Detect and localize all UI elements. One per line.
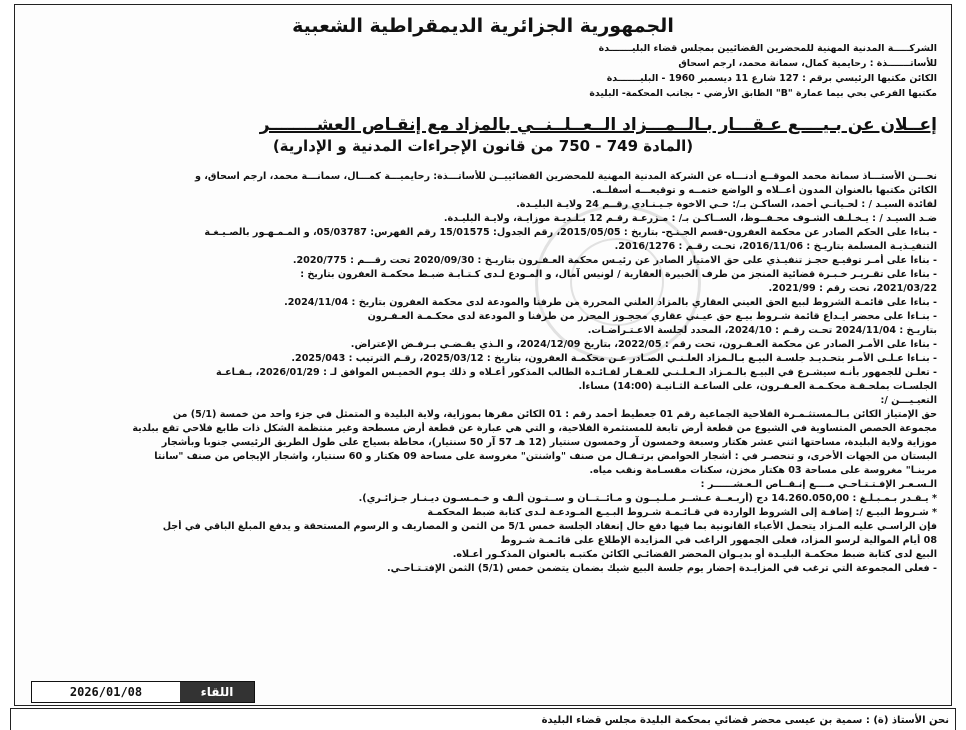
body-line: البيع لدى كتابة ضبط محكمـة البليـدة أو بديـوان المحضر القضائـي الكائن مكتبـه بالعنوان المذكـور أعـلاه. [452, 549, 937, 560]
publication-footer [31, 681, 255, 703]
legal-notice [14, 4, 952, 706]
body-line: - بناءا على الحكم الصادر عن محكمة العفرون-قسم الجـنـح- بتاريخ : 2015/05/05، رقم الجدول: 15/01575 رقم الفهرس: 05/03787، و المـمـهـور بالصـيـغـة [204, 227, 937, 238]
body-line: نحـــن الأستـــاذ سمانة محمد الموقــع أدنـــاه عن الشركة المدنية المهنية للمحضرين القضائييــن للأساتـــذة: رحايميـــة كمـــال، سمانـــة محمد، ارجم اسحاق، و [194, 171, 937, 182]
publication-date: 2026/01/08 [69, 685, 143, 699]
next-notice-line: نحن الأستاذ (ة) : سمية بن عيسى محضر قضائي بمحكمة البليدة مجلس قضاء البليدة [541, 715, 949, 726]
main-office-address: الكائن مكتبها الرئيسي برقم : 127 شارع 11 ديسمبر 1960 - البليـــــــدة [606, 73, 937, 84]
body-line: - تعلـن للجمهور بأنـه سيشـرع في البيـع بالـمـزاد الـعـلـنـي للعـقـار لفـائـدة الطالب المذكور أعـلاه و ذلك يـوم الخميـس الموافق لـ : 2026/01/29، بـقـاعـة [216, 367, 937, 378]
body-line: فإن الراسـي عليه المـزاد يتحمل الأعباء القانونية بما فيها دفع حال إنعقاد الجلسة خمس 5/1 من الثمن و المصاريف و الرسوم المستحقة و يدفع المبلغ الباقي في أجل [162, 521, 937, 532]
company-header [317, 41, 937, 101]
body-line: - بنـاءا على محضر ايـداع قائمة شـروط بيـع حق عيـني عقاري محجـوز المحرر من طرفنا و المودعة لدى محكـمـة العـفـرون [367, 311, 937, 322]
body-line: مرينـا" مغروسة على مساحة 03 هكتار مخزن، سكنات مقسـامة ونقب مياه. [589, 465, 937, 476]
body-line: مجموعة الحصص المتساوية في الشيوع من قطعة أرض تابعة للمستثمرة الفلاحية، و التي هي عبارة عن قطعة أرض مسطحة وغير منتظمة الشكل ذات طابع فلاحي تقع ببلدية [132, 423, 937, 434]
body-line: ضـد السيـد / : يـخـلـف الشـوف محـفــوظ، الســاكـن بـ/ : مـزرعـة رقـم 12 بـلـديـة موزايـة، ولايـة البليـدة. [443, 213, 937, 224]
body-line: بتاريـخ : 2024/11/04 تحـت رقـم : 2024/10، المحدد لجلسة الاعـتـراضـات. [587, 325, 937, 336]
body-line: - بناءا على قائمـة الشروط لبيع الحق العيني العقاري بالمزاد العلني المحررة من طرفنا والمودعة لدى محكمة العفرون بتاريخ : 2024/11/04. [284, 297, 937, 308]
body-line: موزاية ولاية البليدة، مساحتها اثني عشر هكتار وسبعة وخمسون آر وخمسون سنتيار (12 هـ 57 آر 50 سنتيار)، محاطة بسياج على طول الطريق الرئيسي جنوبا وبأشجار [161, 437, 937, 448]
legal-article-reference: (المادة 749 - 750 من قانون الإجراءات المدنية و الإدارية) [272, 137, 694, 155]
announcement-title: إعــلان عن بـيــــع عـقـــار بـالــمـــزاد الــعــلــنــي بالمزاد مع إنقـاص العشــــــــر [259, 115, 937, 135]
body-line: لفائدة السيـد / : لحـيانـي أحمد، الساكـن بـ/: حـي الاخوة جـيـنـادي رقــم 24 ولايـة البليـدة. [516, 199, 937, 210]
body-line: الجلسـات بملحـقـة محكـمـة العـفـرون، على الساعـة الثـانيـة (14:00) مساءا. [578, 381, 937, 392]
body-line: - بناءا على تقـريـر خـبـرة قضائية المنجز من طرف الخبيرة العقارية / لونيس آمال، و المـودع لـدى كـتـابـة ضبـط محكمـة العفرون بتاريخ : [300, 269, 937, 280]
newspaper-label: اللقاء [180, 682, 254, 702]
body-line: 2021/03/22، تحت رقم : 2021/99. [768, 283, 937, 294]
body-line: - بناءا على أمـر توقيـع حجـز تنفيـذي على حق الامتياز الصادر عن رئيـس محكمة العـفـرون بتاريـخ : 2020/09/30 تحت رقـــم : 2020/775. [292, 255, 937, 266]
body-line: الكائن مكتبها بالعنوان المدون أعــلاه و الواضع ختمــه و توقيعـــه أسفلــه. [591, 185, 937, 196]
body-line: حق الإمتياز الكائن بـالـمستثـمـرة الفلاحية الجماعية رقم 01 جعطيط أحمد رقم : 01 الكائن مقرها بموزاية، ولاية البليدة و المتمثل في جزء واحد من خمسة (5/1) من [172, 409, 937, 420]
body-line: * يـقـدر بـمـبـلـغ : 14.260.050,00 دج (أربـعــة عـشــر مـلـيــون و مـائــتــان و ســتـون ألـف و خـمـسـون ديـنـار جـزائـري). [358, 493, 937, 504]
body-line: - فعلى المجموعة التي ترغب في المزايـدة إحضار يوم جلسة البيع شيك بضمان يتضمن خمس (5/1) الثمن الإفتـتـاحـي. [387, 563, 937, 574]
company-name: الشركـــــة المدنية المهنية للمحضرين القضائيين بمجلس قضاء البليـــــــدة [598, 43, 937, 54]
notice-body [27, 170, 937, 576]
body-line: * شـروط البيـع /: إضافـة إلى الشروط الواردة في قـائـمـة شـروط البـيـع المـودعـة لـدى كتابة ضبط المحكمـة [427, 507, 937, 518]
body-line: - بنـاءا عـلـى الأمـر بتحـديـد جلسـة البيـع بـالـمزاد العلـنـي الصـادر عـن محكمـة العفرون، بتاريخ : 2025/03/12، رقـم الترتيب : 2025/043. [291, 353, 937, 364]
body-line: 08 أيام الموالية لرسو المزاد، فعلى الجمهور الراغب في المزايدة الإطلاع على قائـمـة شـروط [500, 535, 937, 546]
body-line: الـسـعـر الإفـتـتـاحـي مــــع إنـقــاص الـعـشــــــر : [700, 479, 937, 490]
company-partners: للأساتـــــــذة : رحايمية كمال، سمانة محمد، ارجم اسحاق [678, 58, 937, 69]
body-line: التنفيـذيـة المسلمة بتاريـخ : 2016/11/06، تحـت رقـم : 2016/1276. [614, 241, 937, 252]
branch-office-address: مكتبها الفرعي بحي بيما عمارة "B" الطابق الأرضي - بجانب المحكمة- البليدة [589, 88, 937, 99]
body-line: البستان من الجهات الأخرى، و تنحصـر في : أشجار الحوامض برتـقـال من صنف "واشنتن" مغروسة على مساحة 09 هكتار و 60 سنتيار، واشجار الإيجاص من صنف "سانتا [154, 451, 937, 462]
body-line: - بناءا على الأمـر الصادر عن محكمة العـفـرون، تحت رقم : 2022/05، بتاريخ 2024/12/09، و الـذي يقـضـي بـرفـض الإعتراض. [350, 339, 937, 350]
next-notice [10, 708, 956, 730]
body-line: التعيـيـــن /: [880, 395, 937, 406]
republic-title: الجمهورية الجزائرية الديمقراطية الشعبية [292, 15, 674, 37]
